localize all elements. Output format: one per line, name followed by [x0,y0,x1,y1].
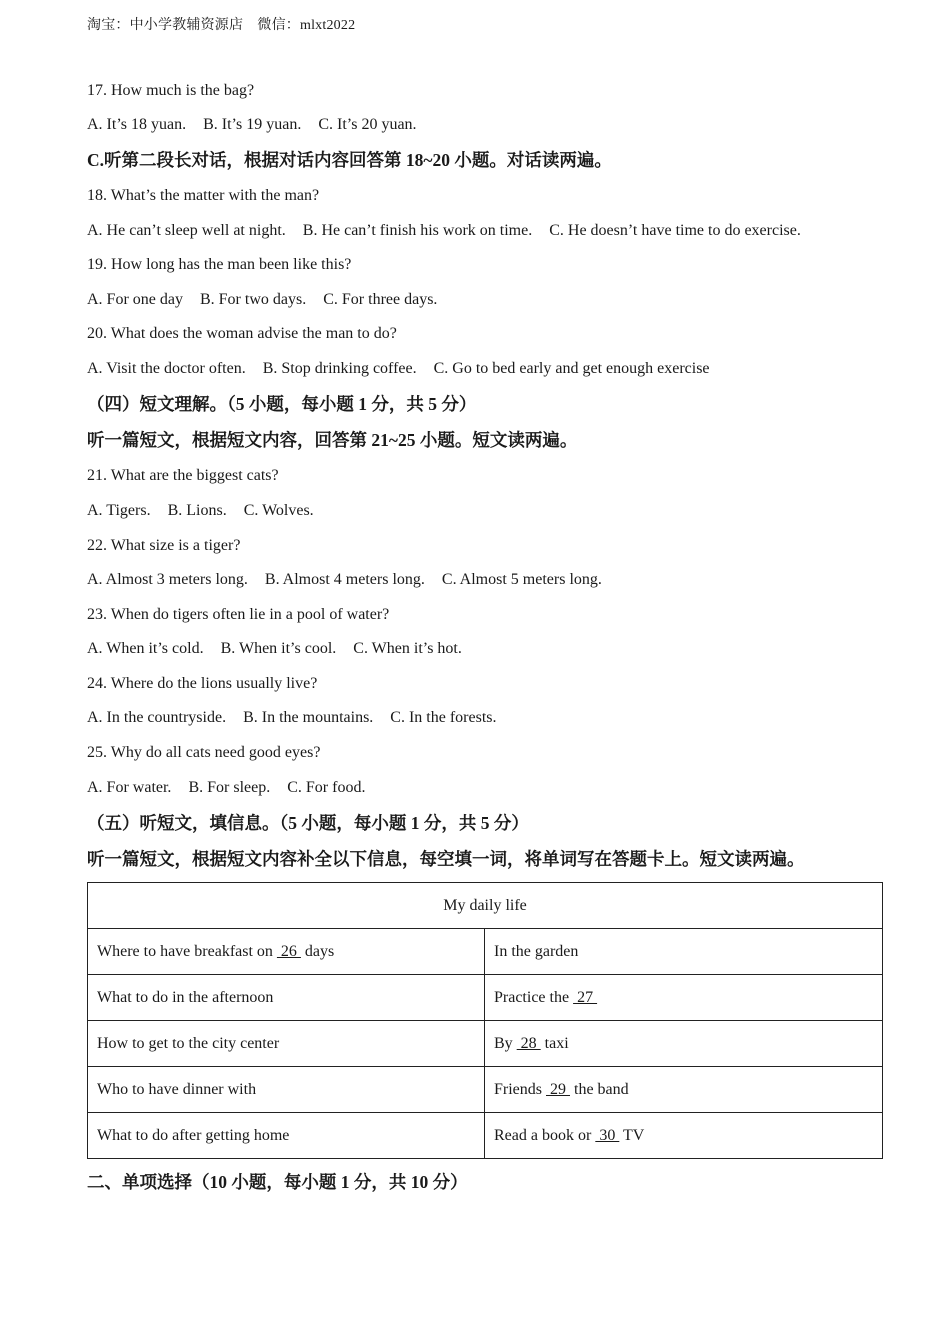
part-2-heading: 二、单项选择（10 小题，每小题 1 分，共 10 分） [87,1172,468,1192]
table-cell-answer [485,1113,883,1159]
option-b: B. Almost 4 meters long. [264,571,425,588]
option-c: C. Wolves. [243,502,314,519]
option-b: B. For two days. [199,291,307,308]
option-b: B. Stop drinking coffee. [262,360,417,377]
cell-text: What to do after getting home [97,1126,290,1144]
options-19 [87,290,437,310]
table-row [88,1021,883,1067]
table-cell-answer [485,1021,883,1067]
question-19: 19. How long has the man been like this? [87,256,352,273]
table-title: My daily life [88,883,883,929]
options-21 [87,501,314,521]
cell-text: days [300,942,335,960]
part-5-instruction: 听一篇短文，根据短文内容补全以下信息，每空填一词，将单词写在答题卡上。短文读两遍。 [87,849,805,869]
table-row [88,929,883,975]
option-c: C. In the forests. [390,709,497,726]
answer-blank-26: 26 [276,942,301,960]
question-20: 20. What does the woman advise the man to do? [87,325,397,342]
options-25 [87,778,365,798]
cell-text: Friends [494,1080,546,1098]
options-23 [87,639,462,659]
option-a: A. In the countryside. [87,709,227,726]
option-c: C. It’s 20 yuan. [318,116,417,133]
cell-text: Where to have breakfast on [97,942,277,960]
question-25: 25. Why do all cats need good eyes? [87,744,321,761]
cell-text: In the garden [494,942,579,960]
option-b: B. In the mountains. [243,709,374,726]
table-cell-prompt [88,1021,485,1067]
option-b: B. For sleep. [188,779,271,796]
table-title-row [88,883,883,929]
cell-text: By [494,1034,517,1052]
cell-text: Who to have dinner with [97,1080,257,1098]
table-cell-prompt [88,1067,485,1113]
cell-text: How to get to the city center [97,1034,280,1052]
option-b: B. It’s 19 yuan. [203,116,302,133]
question-24: 24. Where do the lions usually live? [87,675,318,692]
part-5-heading: （五）听短文，填信息。（5 小题，每小题 1 分，共 5 分） [87,813,529,833]
option-a: A. Almost 3 meters long. [87,571,248,588]
option-a: A. It’s 18 yuan. [87,116,187,133]
table-cell-prompt [88,929,485,975]
table-cell-prompt [88,975,485,1021]
options-22 [87,570,602,590]
cell-text: the band [570,1080,629,1098]
question-22: 22. What size is a tiger? [87,537,241,554]
answer-blank-28: 28 [516,1034,541,1052]
part-4-heading: （四）短文理解。（5 小题，每小题 1 分，共 5 分） [87,394,477,414]
question-21: 21. What are the biggest cats? [87,467,279,484]
option-b: B. Lions. [167,502,227,519]
info-table [87,882,883,1159]
question-23: 23. When do tigers often lie in a pool of water? [87,606,390,623]
option-a: A. Tigers. [87,502,151,519]
question-17: 17. How much is the bag? [87,82,255,99]
table-cell-answer [485,975,883,1021]
option-c: C. For three days. [323,291,438,308]
option-b: B. He can’t finish his work on time. [302,222,533,239]
option-c: C. He doesn’t have time to do exercise. [549,222,801,239]
cell-text: What to do in the afternoon [97,988,274,1006]
section-c-instruction: C.听第二段长对话，根据对话内容回答第 18~20 小题。对话读两遍。 [87,150,612,170]
options-17 [87,115,417,135]
option-a: A. For water. [87,779,172,796]
table-row [88,975,883,1021]
question-18: 18. What’s the matter with the man? [87,187,320,204]
option-a: A. For one day [87,291,183,308]
option-b: B. When it’s cool. [220,640,337,657]
option-c: C. When it’s hot. [353,640,462,657]
cell-text: taxi [540,1034,569,1052]
table-row [88,1113,883,1159]
table-row [88,1067,883,1113]
table-cell-answer [485,929,883,975]
table-cell-prompt [88,1113,485,1159]
option-c: C. For food. [287,779,366,796]
option-c: C. Go to bed early and get enough exercise [433,360,710,377]
options-20 [87,359,710,379]
option-a: A. Visit the doctor often. [87,360,246,377]
page-header-watermark: 淘宝：中小学教辅资源店 微信：mlxt2022 [87,18,356,33]
option-a: A. When it’s cold. [87,640,204,657]
cell-text: Read a book or [494,1126,596,1144]
table-cell-answer [485,1067,883,1113]
part-4-instruction: 听一篇短文，根据短文内容，回答第 21~25 小题。短文读两遍。 [87,430,578,450]
options-18 [87,221,801,241]
answer-blank-27: 27 [573,988,598,1006]
answer-blank-29: 29 [546,1080,570,1098]
option-a: A. He can’t sleep well at night. [87,222,286,239]
answer-blank-30: 30 [595,1126,620,1144]
option-c: C. Almost 5 meters long. [441,571,602,588]
cell-text: Practice the [494,988,574,1006]
options-24 [87,708,497,728]
cell-text: TV [619,1126,645,1144]
